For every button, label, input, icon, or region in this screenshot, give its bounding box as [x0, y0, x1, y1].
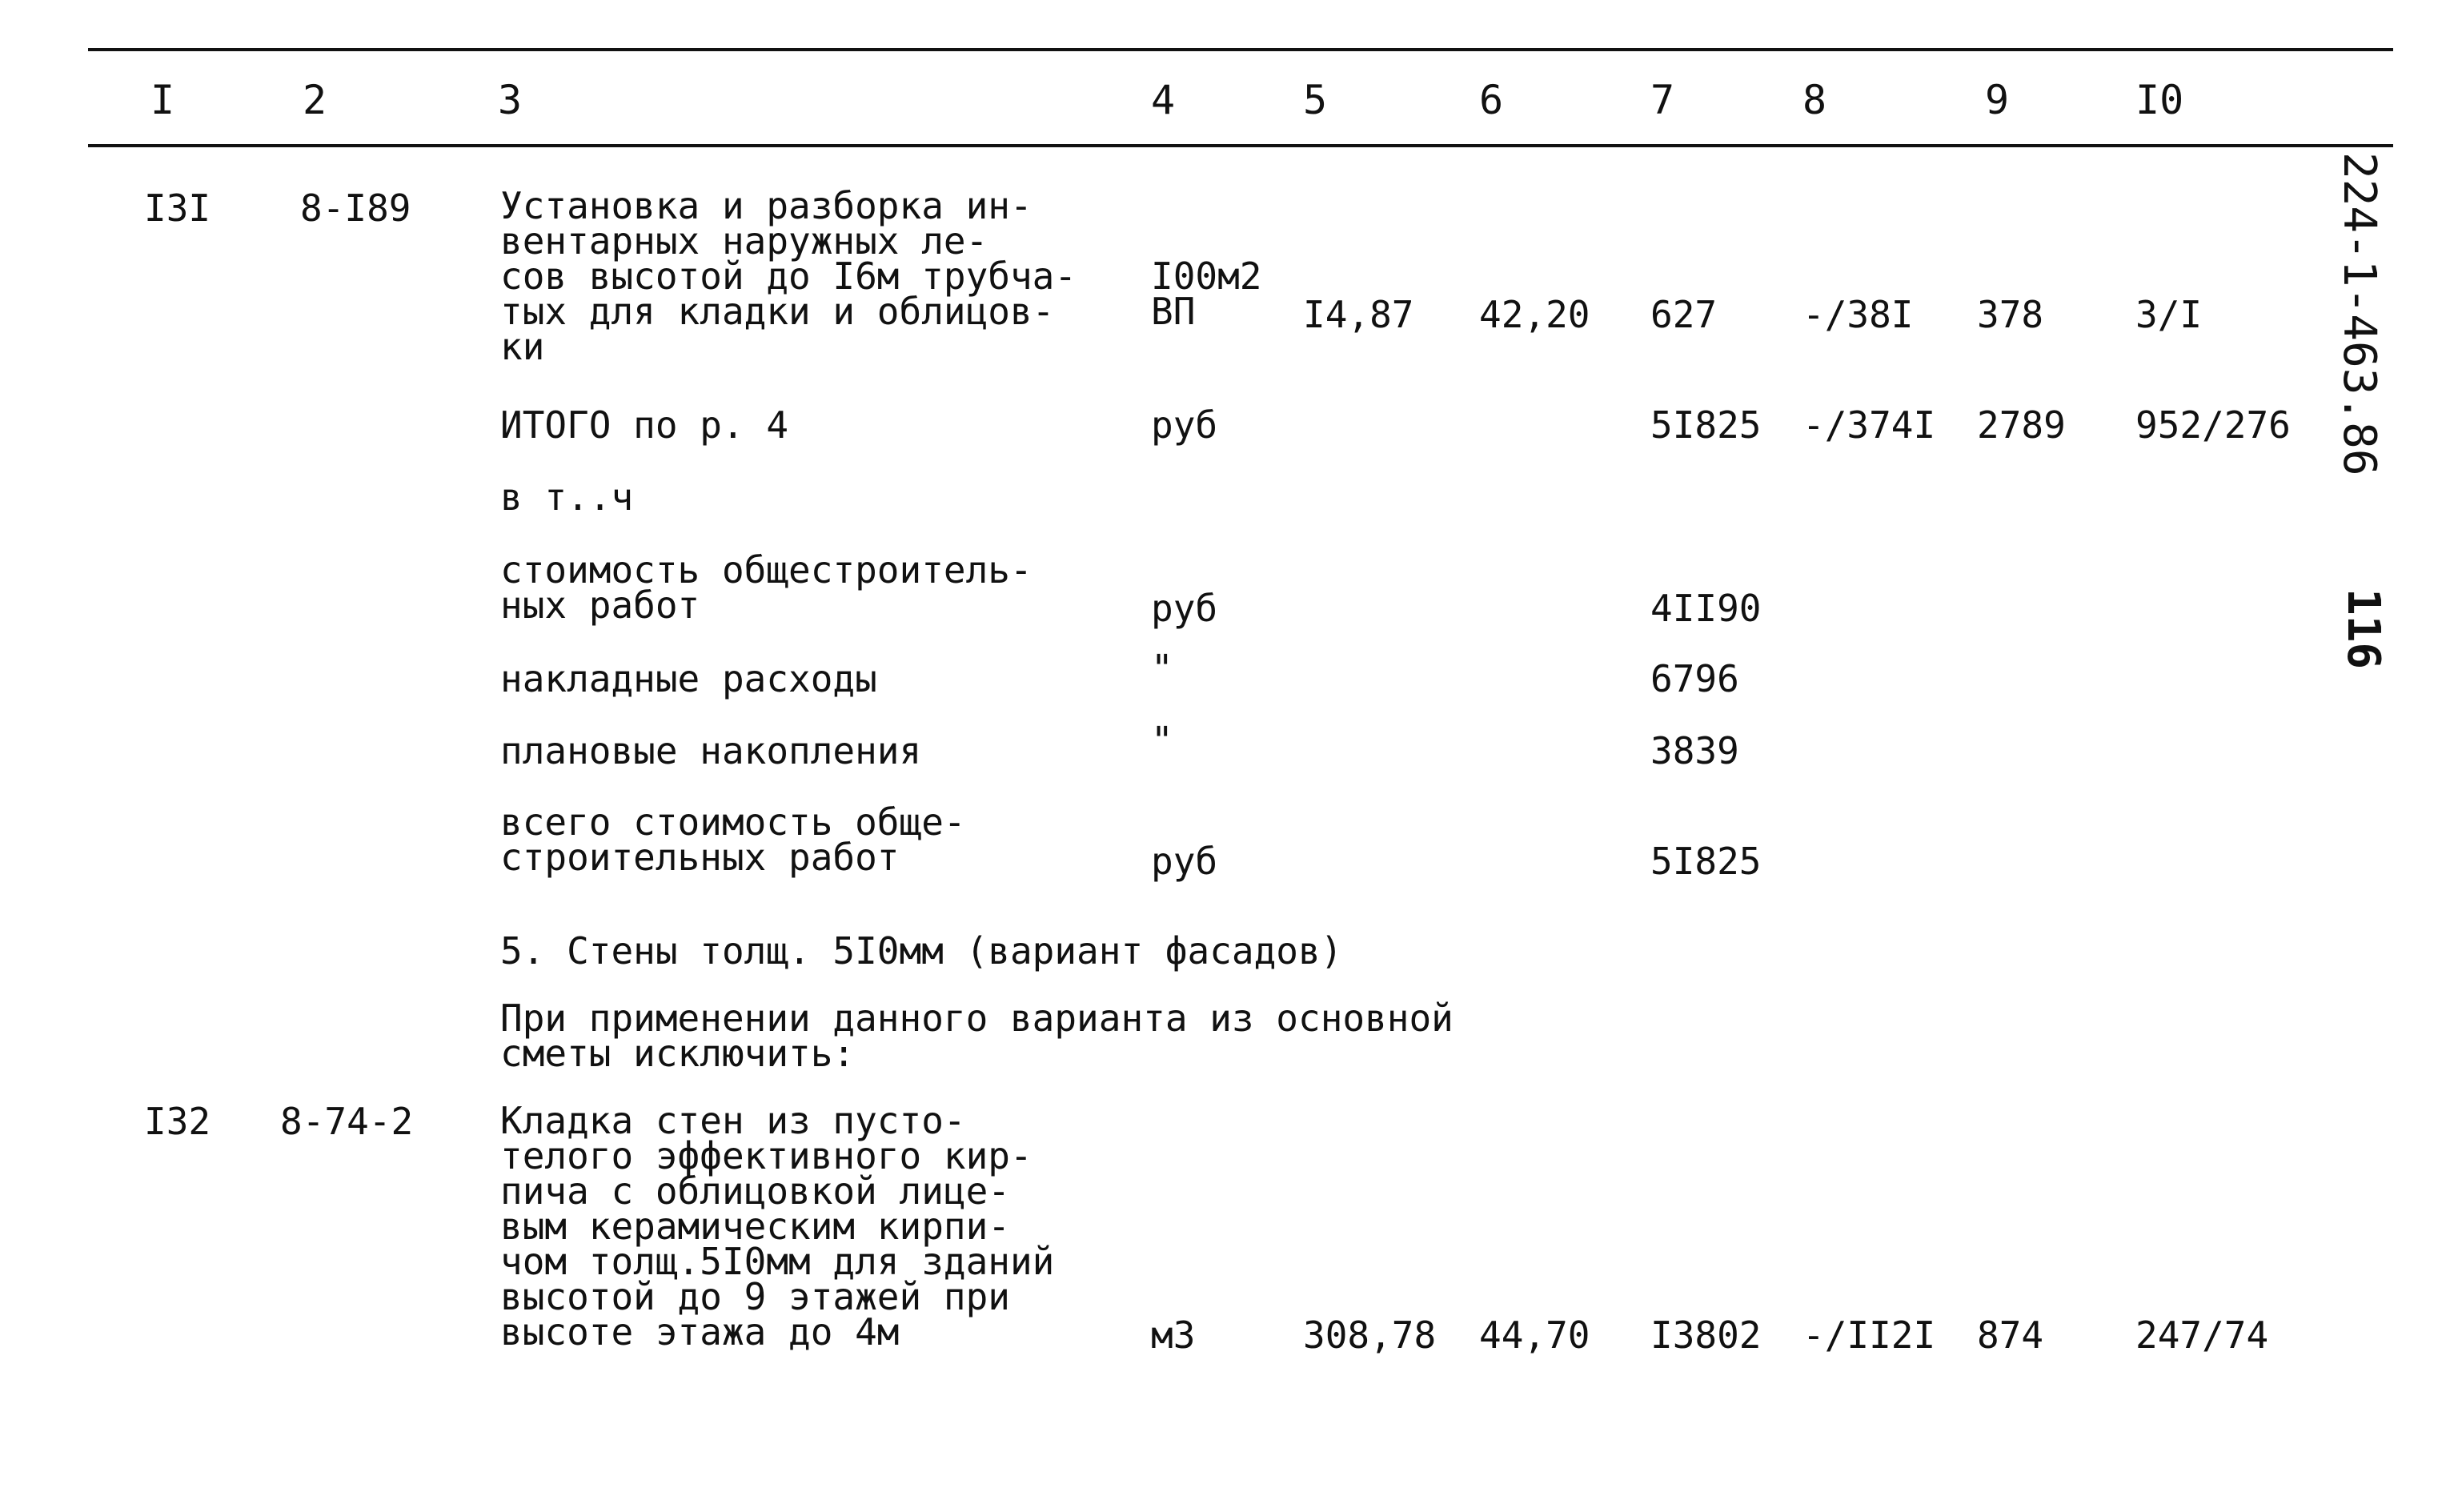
total-section4-total: 5I825 [1650, 403, 1762, 447]
overhead-unit: " [1151, 647, 1173, 690]
col-header-5: 5 [1303, 77, 1328, 123]
row-132-price: 44,70 [1479, 1313, 1590, 1357]
top-rule [88, 48, 2393, 51]
row-132-col9: 874 [1977, 1313, 2044, 1357]
col-header-10: I0 [2135, 77, 2184, 123]
col-header-3: 3 [498, 77, 523, 123]
section-5-note: При применении данного варианта из основной сметы исключить: [500, 997, 1454, 1075]
col-header-7: 7 [1650, 77, 1675, 123]
row-131-unit: I00м2 ВП [1151, 255, 1262, 333]
overhead-label: накладные расходы [500, 657, 877, 700]
row-132-col8: -/II2I [1802, 1313, 1936, 1357]
total-section4-col10: 952/276 [2135, 403, 2291, 447]
col-header-9: 9 [1985, 77, 2010, 123]
row-131-col10: 3/I [2135, 293, 2203, 336]
total-section4-label: ИТОГО по р. 4 [500, 403, 789, 447]
all-general-cost-unit: руб [1151, 840, 1218, 883]
row-131-description: Установка и разборка ин- вентарных наружных ле- сов высотой до I6м трубча- тых для кладки и облицов- ки [500, 184, 1077, 368]
row-132-quantity: 308,78 [1303, 1313, 1437, 1357]
page-number: 116 [2337, 588, 2389, 670]
row-131-code: 8-I89 [300, 186, 411, 230]
section-5-title: 5. Стены толщ. 5I0мм (вариант фасадов) [500, 929, 1343, 973]
total-section4-col9: 2789 [1977, 403, 2066, 447]
general-cost-label: стоимость общестроитель- ных работ [500, 548, 1033, 627]
row-132-col10: 247/74 [2135, 1313, 2269, 1357]
overhead-total: 6796 [1650, 657, 1739, 700]
total-section4-unit: руб [1151, 403, 1218, 447]
general-cost-total: 4II90 [1650, 587, 1762, 630]
row-131-quantity: I4,87 [1303, 293, 1414, 336]
row-132-unit: м3 [1151, 1313, 1196, 1357]
row-132-number: I32 [144, 1100, 211, 1143]
col-header-1: I [150, 77, 175, 123]
col-header-2: 2 [303, 77, 327, 123]
row-131-total: 627 [1650, 293, 1718, 336]
row-131-col9: 378 [1977, 293, 2044, 336]
row-131-price: 42,20 [1479, 293, 1590, 336]
planned-savings-total: 3839 [1650, 729, 1739, 772]
col-header-6: 6 [1479, 77, 1504, 123]
general-cost-unit: руб [1151, 587, 1218, 630]
including-label: в т..ч [500, 475, 634, 519]
all-general-cost-total: 5I825 [1650, 840, 1762, 883]
row-132-code: 8-74-2 [280, 1100, 414, 1143]
document-code-annotation: 224-1-463.86 [2333, 152, 2385, 476]
row-132-description: Кладка стен из пусто- телого эффективного кир- пича с облицовкой лице- вым керамическим кирпи- чом толщ.5I0мм для зданий высотой до 9 этажей при высоте этажа до 4м [500, 1099, 1055, 1354]
col-header-8: 8 [1802, 77, 1827, 123]
total-section4-col8: -/374I [1802, 403, 1936, 447]
col-header-4: 4 [1151, 77, 1176, 123]
header-rule [88, 144, 2393, 147]
planned-savings-label: плановые накопления [500, 729, 922, 772]
row-132-total: I3802 [1650, 1313, 1762, 1357]
planned-savings-unit: " [1151, 719, 1173, 762]
row-131-col8: -/38I [1802, 293, 1914, 336]
row-131-number: I3I [144, 186, 211, 230]
all-general-cost-label: всего стоимость обще- строительных работ [500, 800, 966, 879]
